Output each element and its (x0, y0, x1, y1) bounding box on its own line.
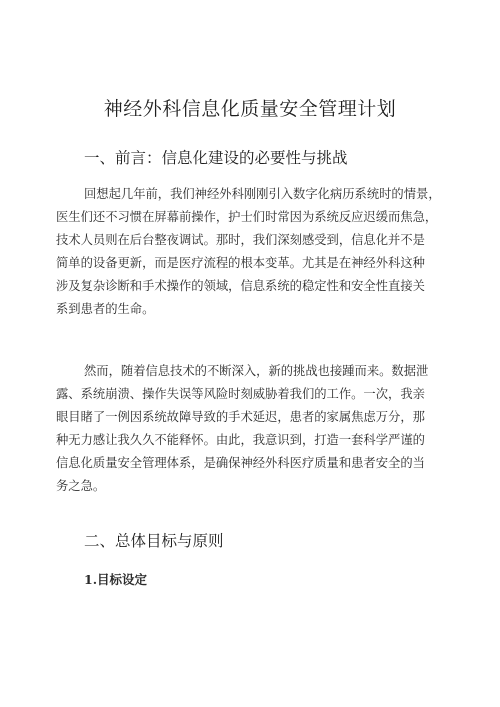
subheading-goal-setting: 1.目标设定 (84, 572, 148, 587)
paragraph-line: 信息化质量安全管理体系，是确保神经外科医疗质量和患者安全的当 (56, 456, 425, 470)
section-heading-goals: 二、总体目标与原则 (84, 532, 224, 550)
paragraph-line: 简单的设备更新，而是医疗流程的根本变革。尤其是在神经外科这种 (56, 256, 425, 270)
paragraph-line: 系到患者的生命。 (56, 302, 155, 316)
paragraph-line: 回想起几年前，我们神经外科刚刚引入数字化病历系统时的情景， (84, 187, 441, 201)
paragraph-line: 眼目睹了一例因系统故障导致的手术延迟，患者的家属焦虑万分，那 (56, 410, 425, 424)
paragraph-line: 然而，随着信息技术的不断深入，新的挑战也接踵而来。数据泄 (84, 364, 429, 378)
paragraph-line: 医生们还不习惯在屏幕前操作，护士们时常因为系统反应迟缓而焦急， (56, 210, 438, 224)
paragraph-line: 务之急。 (56, 479, 106, 493)
document-title: 神经外科信息化质量安全管理计划 (103, 98, 397, 120)
section-heading-preface: 一、前言：信息化建设的必要性与挑战 (84, 149, 348, 167)
paragraph-preface-2 (56, 360, 448, 498)
paragraph-preface-1 (56, 183, 448, 321)
paragraph-line: 露、系统崩溃、操作失误等风险时刻威胁着我们的工作。一次，我亲 (56, 387, 425, 401)
paragraph-line: 技术人员则在后台整夜调试。那时，我们深刻感受到，信息化并不是 (56, 233, 425, 247)
paragraph-line: 涉及复杂诊断和手术操作的领域，信息系统的稳定性和安全性直接关 (56, 279, 425, 293)
paragraph-line: 种无力感让我久久不能释怀。由此，我意识到，打造一套科学严谨的 (56, 433, 425, 447)
